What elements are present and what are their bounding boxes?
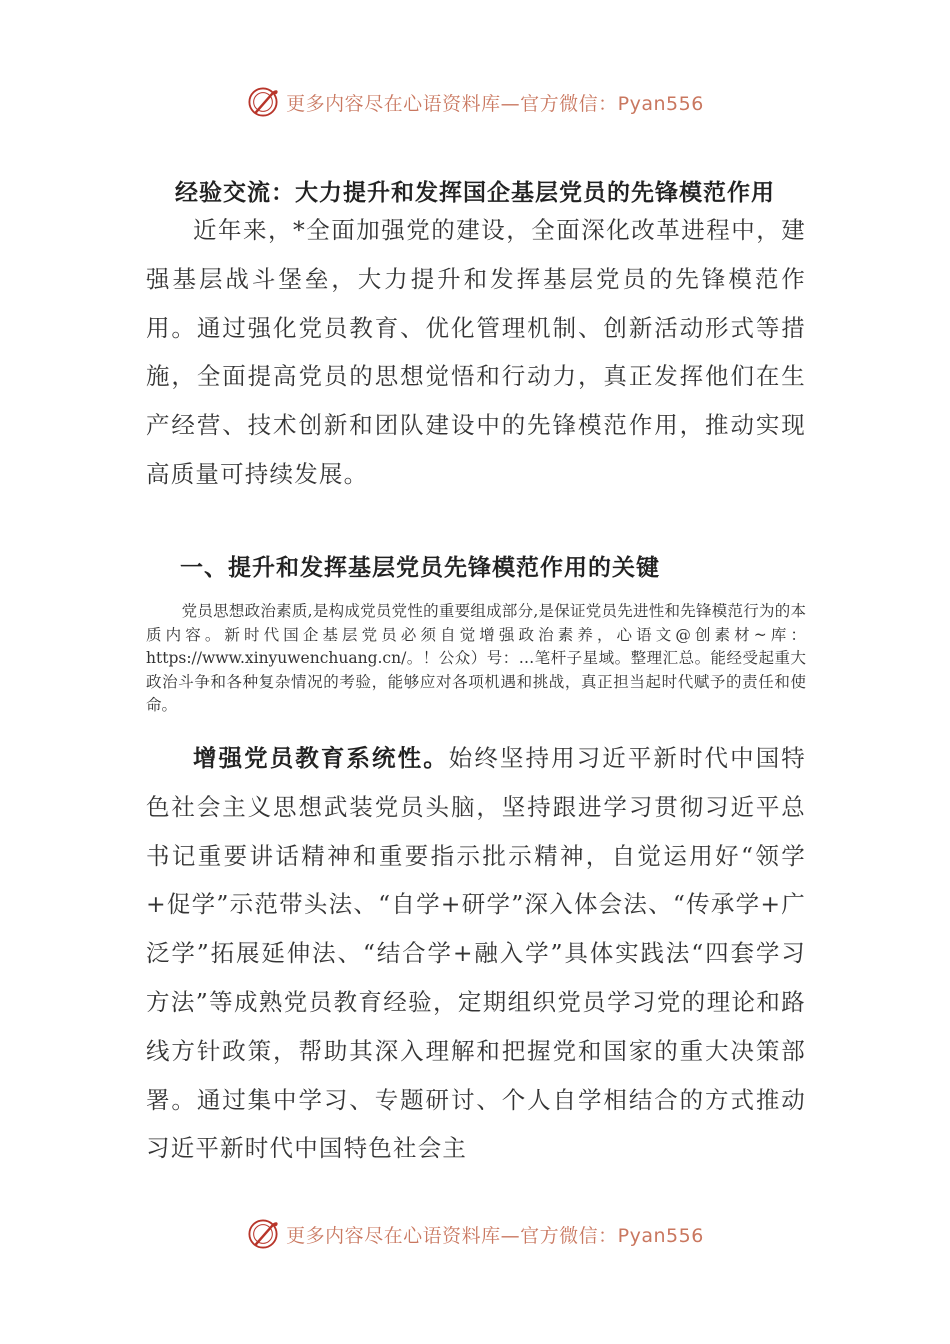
section-heading: 一、提升和发挥基层党员先锋模范作用的关键 bbox=[180, 555, 660, 581]
paragraph-lead: 增强党员教育系统性。 bbox=[193, 744, 449, 772]
intro-paragraph: 近年来，*全面加强党的建设，全面深化改革进程中，建强基层战斗堡垒，大力提升和发挥基层党员的先锋模范作用。通过强化党员教育、优化管理机制、创新活动形式等措施，全面提高党员的思想觉悟和行动力，真正发挥他们在生产经营、技术创新和团队建设中的先锋模范作用，推动实现高质量可持续发展。 bbox=[146, 216, 806, 488]
banner-text: 更多内容尽在心语资料库—官方微信：Pyan556 bbox=[286, 1224, 704, 1247]
header-banner bbox=[0, 82, 950, 122]
banner-text: 更多内容尽在心语资料库—官方微信：Pyan556 bbox=[286, 92, 704, 115]
paragraph-body: 始终坚持用习近平新时代中国特色社会主义思想武装党员头脑，坚持跟进学习贯彻习近平总书记重要讲话精神和重要指示批示精神，自觉运用好“领学+促学”示范带头法、“自学+研学”深入体会法、“传承学+广泛学”拓展延伸法、“结合学+融入学”具体实践法“四套学习方法”等成熟党员教育经验，定期组织党员学习党的理论和路线方针政策，帮助其深入理解和把握党和国家的重大决策部署。通过集中学习、专题研讨、个人自学相结合的方式推动习近平新时代中国特色社会主 bbox=[146, 744, 806, 1163]
page-title: 经验交流：大力提升和发挥国企基层党员的先锋模范作用 bbox=[175, 180, 775, 206]
study-paragraph bbox=[146, 734, 806, 1173]
section-paragraph: 党员思想政治素质,是构成党员党性的重要组成部分,是保证党员先进性和先锋模范行为的本质内容。新时代国企基层党员必须自觉增强政治素养，心语文@创素材~库：https://www.xinyuwenchuang.cn/。！公众）号：…笔杆子星域。整理汇总。能经受起重大政治斗争和各种复杂情况的考验，能够应对各项机遇和挑战，真正担当起时代赋予的责任和使命。 bbox=[146, 602, 806, 714]
footer-banner bbox=[0, 1214, 950, 1254]
quill-logo-icon bbox=[246, 85, 280, 119]
quill-logo-icon bbox=[246, 1217, 280, 1251]
